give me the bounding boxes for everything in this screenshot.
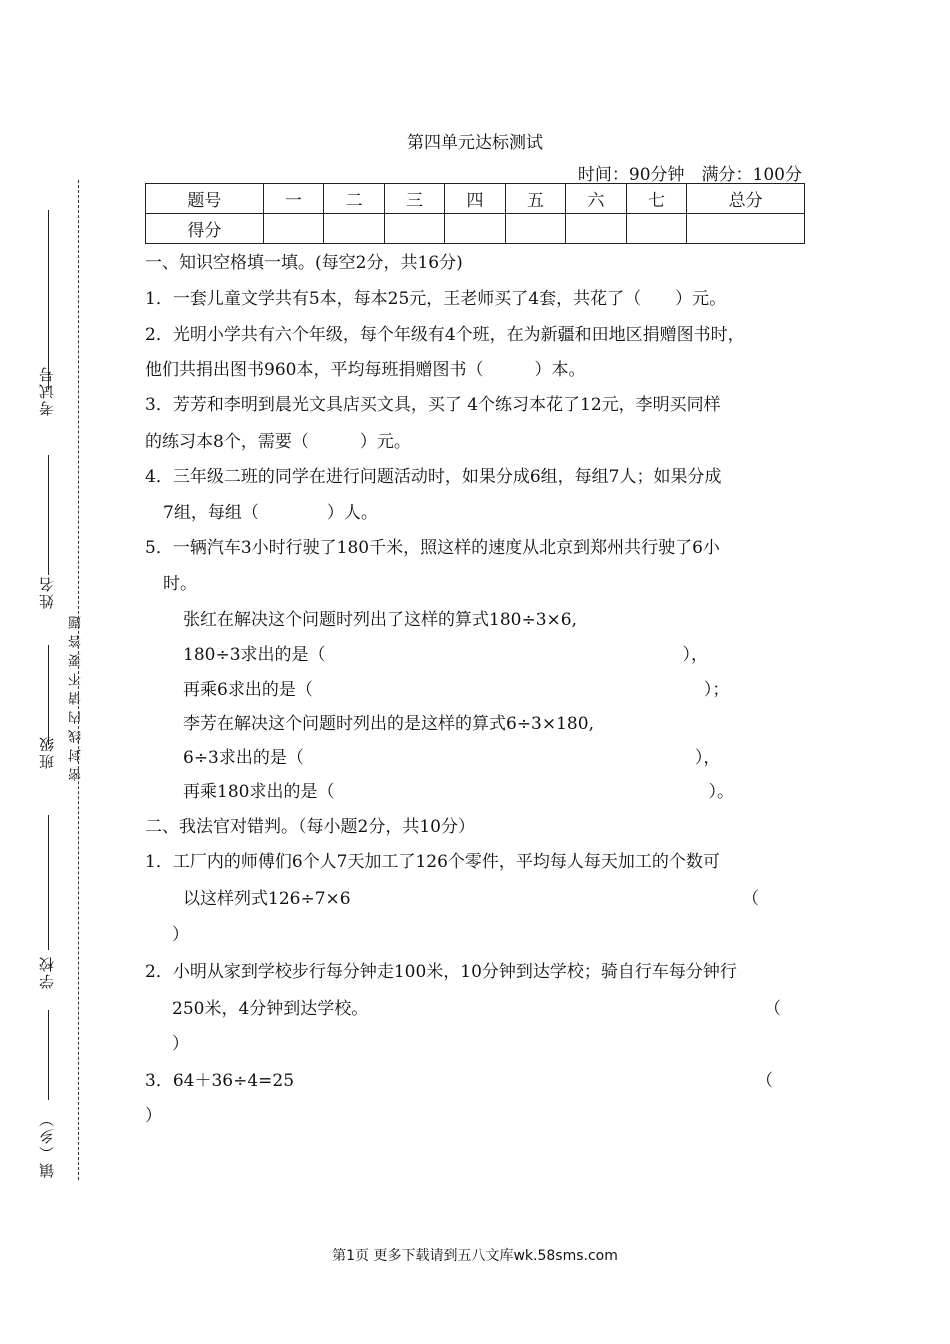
question-line: 7组，每组（ ）人。 xyxy=(163,503,378,523)
question-line: 张红在解决这个问题时列出了这样的算式180÷3×6, xyxy=(183,610,577,630)
margin-label-exam-no: 考试号 xyxy=(38,365,56,416)
score-table-score-row xyxy=(146,214,805,244)
score-header-cell: 四 xyxy=(445,184,506,214)
seal-dashed-line xyxy=(78,180,79,1180)
margin-line-school xyxy=(48,815,49,950)
question-line: 1．工厂内的师傅们6个人7天加工了126个零件，平均每人每天加工的个数可 xyxy=(145,852,720,872)
section2-heading: 二、我法官对错判。（每小题2分，共10分） xyxy=(145,817,475,837)
question-line: 250米，4分钟到达学校。 xyxy=(172,999,369,1019)
question-line: 的练习本8个，需要（ ）元。 xyxy=(145,432,411,452)
question-line: 3．芳芳和李明到晨光文具店买文具，买了 4个练习本花了12元，李明买同样 xyxy=(145,395,721,415)
score-header-cell: 七 xyxy=(626,184,687,214)
score-header-cell: 五 xyxy=(505,184,566,214)
margin-line-name xyxy=(48,455,49,575)
question-line: 5．一辆汽车3小时行驶了180千米，照这样的速度从北京到郑州共行驶了6小 xyxy=(145,538,720,558)
answer-paren-close: ） xyxy=(172,1034,189,1054)
question-line: 2．小明从家到学校步行每分钟走100米，10分钟到达学校；骑自行车每分钟行 xyxy=(145,962,737,982)
score-cell[interactable] xyxy=(566,214,627,244)
score-row-label: 得分 xyxy=(146,214,264,244)
section1-heading: 一、知识空格填一填。(每空2分，共16分) xyxy=(145,253,463,273)
answer-paren-close: ） xyxy=(145,1106,162,1126)
question-line: 李芳在解决这个问题时列出的是这样的算式6÷3×180, xyxy=(183,714,594,734)
question-line: 时。 xyxy=(163,574,197,594)
score-cell[interactable] xyxy=(263,214,324,244)
question-line: 以这样列式126÷7×6 xyxy=(183,889,351,909)
question-line: 1．一套儿童文学共有5本，每本25元，王老师买了4套，共花了（ ）元。 xyxy=(145,289,727,309)
score-header-cell: 一 xyxy=(263,184,324,214)
question-line: 180÷3求出的是（ ）， xyxy=(183,645,709,665)
score-table-header-row xyxy=(146,184,805,214)
question-line: 2．光明小学共有六个年级，每个年级有4个班，在为新疆和田地区捐赠图书时， xyxy=(145,325,745,345)
answer-paren-open: （ xyxy=(742,889,759,909)
seal-note: 密封线内请不要答题 xyxy=(69,610,84,781)
answer-paren-close: ） xyxy=(172,925,189,945)
score-cell[interactable] xyxy=(687,214,805,244)
question-line: 再乘180求出的是（ ）。 xyxy=(183,782,734,802)
margin-label-town: 镇（乡） xyxy=(38,1110,56,1178)
question-line: 4．三年级二班的同学在进行问题活动时，如果分成6组，每组7人；如果分成 xyxy=(145,467,722,487)
score-header-cell: 总分 xyxy=(687,184,805,214)
answer-paren-open: （ xyxy=(756,1071,773,1091)
margin-label-school: 学校 xyxy=(38,955,56,989)
score-table xyxy=(145,183,805,244)
question-line: 他们共捐出图书960本，平均每班捐赠图书（ ）本。 xyxy=(145,360,586,380)
score-cell[interactable] xyxy=(626,214,687,244)
question-line: 再乘6求出的是（ ）； xyxy=(183,680,730,700)
margin-line-class xyxy=(48,645,49,745)
margin-line-town xyxy=(48,1010,49,1100)
score-cell[interactable] xyxy=(505,214,566,244)
score-cell[interactable] xyxy=(384,214,445,244)
exam-meta: 时间：90分钟 满分：100分 xyxy=(577,165,802,185)
question-line: 6÷3求出的是（ ）， xyxy=(183,748,721,768)
score-header-cell: 六 xyxy=(566,184,627,214)
score-cell[interactable] xyxy=(324,214,385,244)
page-footer: 第1页 更多下载请到五八文库wk.58sms.com xyxy=(332,1248,618,1264)
answer-paren-open: （ xyxy=(764,999,781,1019)
margin-label-class: 班级 xyxy=(38,735,56,769)
score-cell[interactable] xyxy=(445,214,506,244)
score-header-cell: 题号 xyxy=(146,184,264,214)
margin-label-name: 姓名 xyxy=(38,575,56,609)
score-header-cell: 二 xyxy=(324,184,385,214)
page-title: 第四单元达标测试 xyxy=(407,133,543,153)
score-header-cell: 三 xyxy=(384,184,445,214)
question-line: 3．64＋36÷4=25 xyxy=(145,1071,295,1091)
margin-line-exam-no xyxy=(48,210,49,390)
